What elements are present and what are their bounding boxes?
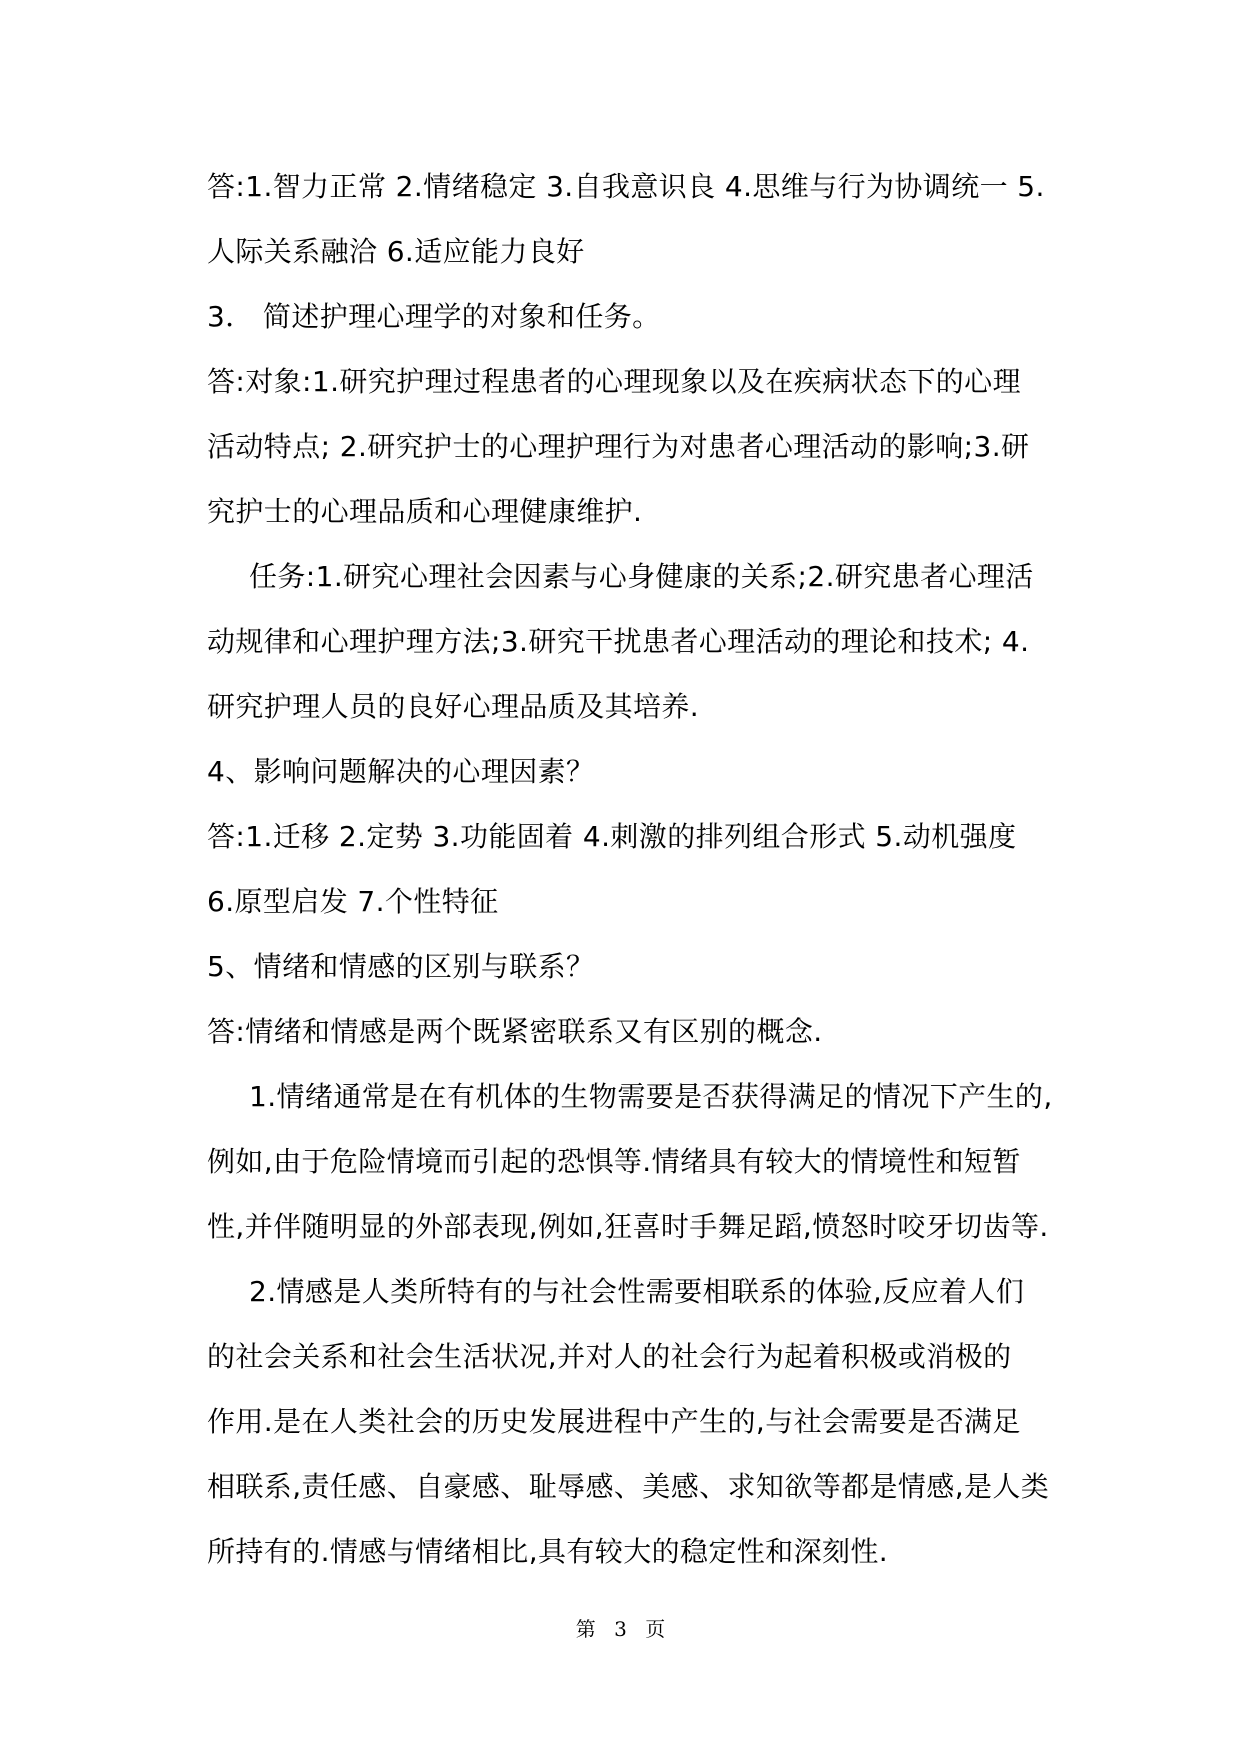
answer-5-point-1-line-3: 性,并伴随明显的外部表现,例如,狂喜时手舞足蹈,愤怒时咬牙切齿等. [207,1210,1049,1243]
answer-3-tasks-line-3: 研究护理人员的良好心理品质及其培养. [207,690,700,723]
page-number: 3 [614,1617,627,1641]
answer-3-line-2: 活动特点; 2.研究护士的心理护理行为对患者心理活动的影响;3.研 [207,430,1030,463]
answer-5-intro: 答:情绪和情感是两个既紧密联系又有区别的概念. [207,1015,823,1048]
page-footer [0,1617,1241,1641]
question-5: 5、情绪和情感的区别与联系？ [207,950,595,983]
answer-5-point-1-line-1: 1.情绪通常是在有机体的生物需要是否获得满足的情况下产生的, [249,1080,1053,1113]
question-4: 4、影响问题解决的心理因素？ [207,755,595,788]
answer-5-point-2-line-4: 相联系,责任感、自豪感、耻辱感、美感、求知欲等都是情感,是人类 [207,1470,1050,1503]
answer-4-line-2: 6.原型启发 7.个性特征 [207,885,499,918]
page-number-prefix: 第 [575,1617,596,1641]
answer-3-line-3: 究护士的心理品质和心理健康维护. [207,495,643,528]
page-number-suffix: 页 [645,1617,666,1641]
answer-4-line-1: 答:1.迁移 2.定势 3.功能固着 4.刺激的排列组合形式 5.动机强度 [207,820,1017,853]
answer-5-point-2-line-5: 所持有的.情感与情绪相比,具有较大的稳定性和深刻性. [207,1535,889,1568]
answer-3-line-1: 答:对象:1.研究护理过程患者的心理现象以及在疾病状态下的心理 [207,365,1021,398]
question-3: 3． 简述护理心理学的对象和任务。 [207,300,661,333]
answer-5-point-2-line-1: 2.情感是人类所特有的与社会性需要相联系的体验,反应着人们 [249,1275,1025,1308]
answer-5-point-2-line-2: 的社会关系和社会生活状况,并对人的社会行为起着积极或消极的 [207,1340,1012,1373]
document-body [207,154,1067,1584]
answer-2-line-1: 答:1.智力正常 2.情绪稳定 3.自我意识良 4.思维与行为协调统一 5. [207,170,1045,203]
answer-5-point-2-line-3: 作用.是在人类社会的历史发展进程中产生的,与社会需要是否满足 [207,1405,1021,1438]
answer-5-point-1-line-2: 例如,由于危险情境而引起的恐惧等.情绪具有较大的情境性和短暂 [207,1145,1021,1178]
answer-3-tasks-line-1: 任务:1.研究心理社会因素与心身健康的关系;2.研究患者心理活 [249,560,1034,593]
answer-3-tasks-line-2: 动规律和心理护理方法;3.研究干扰患者心理活动的理论和技术; 4. [207,625,1030,658]
answer-2-line-2: 人际关系融洽 6.适应能力良好 [207,235,585,268]
